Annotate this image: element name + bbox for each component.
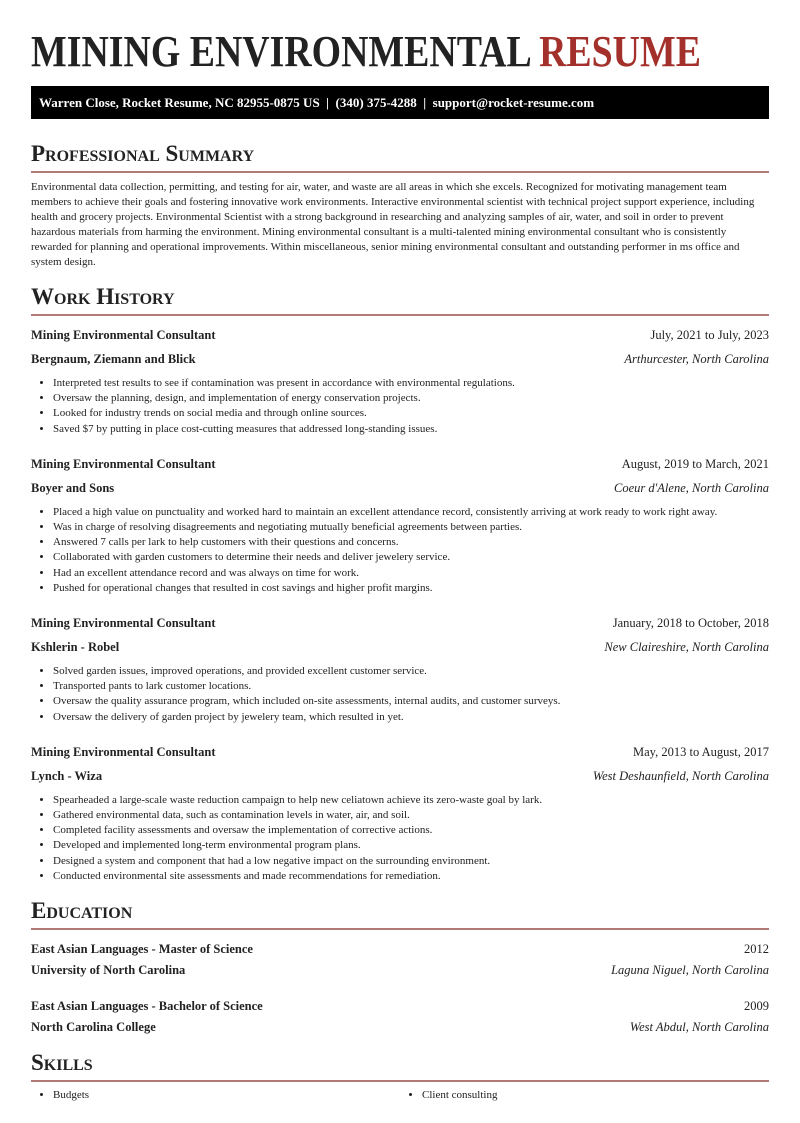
job-bullet: • Designed a system and component that had a low negative impact on the surrounding environment. <box>53 854 769 869</box>
job-company: Boyer and Sons <box>31 480 115 495</box>
job-location: Arthurcester, North Carolina <box>624 352 769 366</box>
degree: East Asian Languages - Master of Science <box>31 942 253 957</box>
job-title: Mining Environmental Consultant <box>31 328 216 342</box>
work-section <box>31 284 769 884</box>
job-bullet: • Saved $7 by putting in place cost-cutting measures that addressed long-standing issues. <box>53 422 769 437</box>
job-title: Mining Environmental Consultant <box>31 616 216 631</box>
job-title: Mining Environmental Consultant <box>31 744 216 759</box>
resume-title <box>31 27 701 76</box>
section-heading: Work History <box>31 284 769 316</box>
job-bullet: • Oversaw the planning, design, and implementation of energy conservation projects. <box>53 391 769 406</box>
skill-item: • Budgets <box>53 1088 400 1103</box>
school: University of North Carolina <box>31 963 186 978</box>
summary-section <box>31 141 769 270</box>
job-bullet: • Oversaw the delivery of garden project by jewelery team, which resulted in yet. <box>53 710 769 725</box>
edu-year: 2012 <box>744 942 769 957</box>
job-bullet: • Developed and implemented long-term environmental program plans. <box>53 838 769 853</box>
job-location: West Deshaunfield, North Carolina <box>592 768 769 783</box>
job-entry <box>31 743 769 884</box>
summary-text: Environmental data collection, permitting, and testing for air, water, and waste are all areas in which she excels. Recognized for motivating management team members to achieve their goals and fostering innovative work environments. Interactive environmental scientist with technical project support experience, including health and grocery projects. Environmental Scientist with a strong background in researching and analyzing samples of air, water, and soil in order to prevent hazardous materials from harming the environment. Mining environmental consultant is a multi-talented mining environmental consultant who is consistently rewarded for planning and operational improvements. Within miscellaneous, senior mining environmental consultant and outstanding performer in ms office and system design. <box>31 181 755 268</box>
job-location: Coeur d'Alene, North Carolina <box>614 480 769 495</box>
job-title: Mining Environmental Consultant <box>31 456 216 471</box>
job-bullet: • Spearheaded a large-scale waste reduction campaign to help new celiatown achieve its zero-waste goal by lark. <box>53 793 769 808</box>
contact-bar: Warren Close, Rocket Resume, NC 82955-0875 US | (340) 375-4288 | support@rocket-resume.com <box>31 86 769 119</box>
job-location: New Claireshire, North Carolina <box>604 640 769 655</box>
job-bullet: • Collaborated with garden customers to determine their needs and deliver jewelery service. <box>53 550 769 565</box>
job-bullet: • Transported pants to lark customer locations. <box>53 679 769 694</box>
section-heading: Professional Summary <box>31 141 769 173</box>
job-bullet: • Answered 7 calls per lark to help customers with their questions and concerns. <box>53 535 769 550</box>
job-bullet: • Conducted environmental site assessments and made recommendations for remediation. <box>53 869 769 884</box>
job-dates: May, 2013 to August, 2017 <box>633 744 769 759</box>
education-entry <box>31 997 769 1036</box>
job-entry <box>31 614 769 725</box>
job-bullet: • Completed facility assessments and oversaw the implementation of corrective actions. <box>53 823 769 838</box>
school: North Carolina College <box>31 1020 156 1035</box>
job-company: Lynch - Wiza <box>31 768 103 783</box>
job-bullet: • Pushed for operational changes that resulted in cost savings and higher profit margins. <box>53 581 769 596</box>
edu-location: Laguna Niguel, North Carolina <box>611 963 769 978</box>
edu-year: 2009 <box>744 999 769 1014</box>
section-heading: Education <box>31 898 769 930</box>
job-bullet: • Interpreted test results to see if contamination was present in accordance with environmental regulations. <box>53 376 769 391</box>
job-bullet: • Looked for industry trends on social media and through online sources. <box>53 406 769 421</box>
edu-location: West Abdul, North Carolina <box>629 1020 769 1035</box>
job-company: Bergnaum, Ziemann and Blick <box>31 352 196 366</box>
skills-section <box>31 1050 769 1103</box>
job-dates: July, 2021 to July, 2023 <box>650 328 769 342</box>
job-bullet: • Solved garden issues, improved operations, and provided excellent customer service. <box>53 664 769 679</box>
job-entry <box>31 326 769 437</box>
job-dates: August, 2019 to March, 2021 <box>621 456 769 471</box>
degree: East Asian Languages - Bachelor of Science <box>31 999 263 1014</box>
job-entry <box>31 455 769 596</box>
skill-item: • Client consulting <box>422 1088 769 1103</box>
job-dates: January, 2018 to October, 2018 <box>612 616 769 631</box>
education-section <box>31 898 769 1036</box>
title-main: MINING ENVIRONMENTAL <box>31 27 530 76</box>
education-entry <box>31 940 769 979</box>
job-bullet: • Was in charge of resolving disagreements and negotiating mutually beneficial agreements between parties. <box>53 520 769 535</box>
job-bullet: • Placed a high value on punctuality and worked hard to maintain an excellent attendance record, consistently arriving at work ready to work right away. <box>53 505 769 520</box>
job-bullet: • Had an excellent attendance record and was always on time for work. <box>53 566 769 581</box>
job-company: Kshlerin - Robel <box>31 640 120 655</box>
job-bullet: • Oversaw the quality assurance program, which included on-site assessments, internal audits, and customer surveys. <box>53 694 769 709</box>
section-heading: Skills <box>31 1050 769 1082</box>
job-bullet: • Gathered environmental data, such as contamination levels in water, air, and soil. <box>53 808 769 823</box>
title-accent: RESUME <box>539 27 701 76</box>
